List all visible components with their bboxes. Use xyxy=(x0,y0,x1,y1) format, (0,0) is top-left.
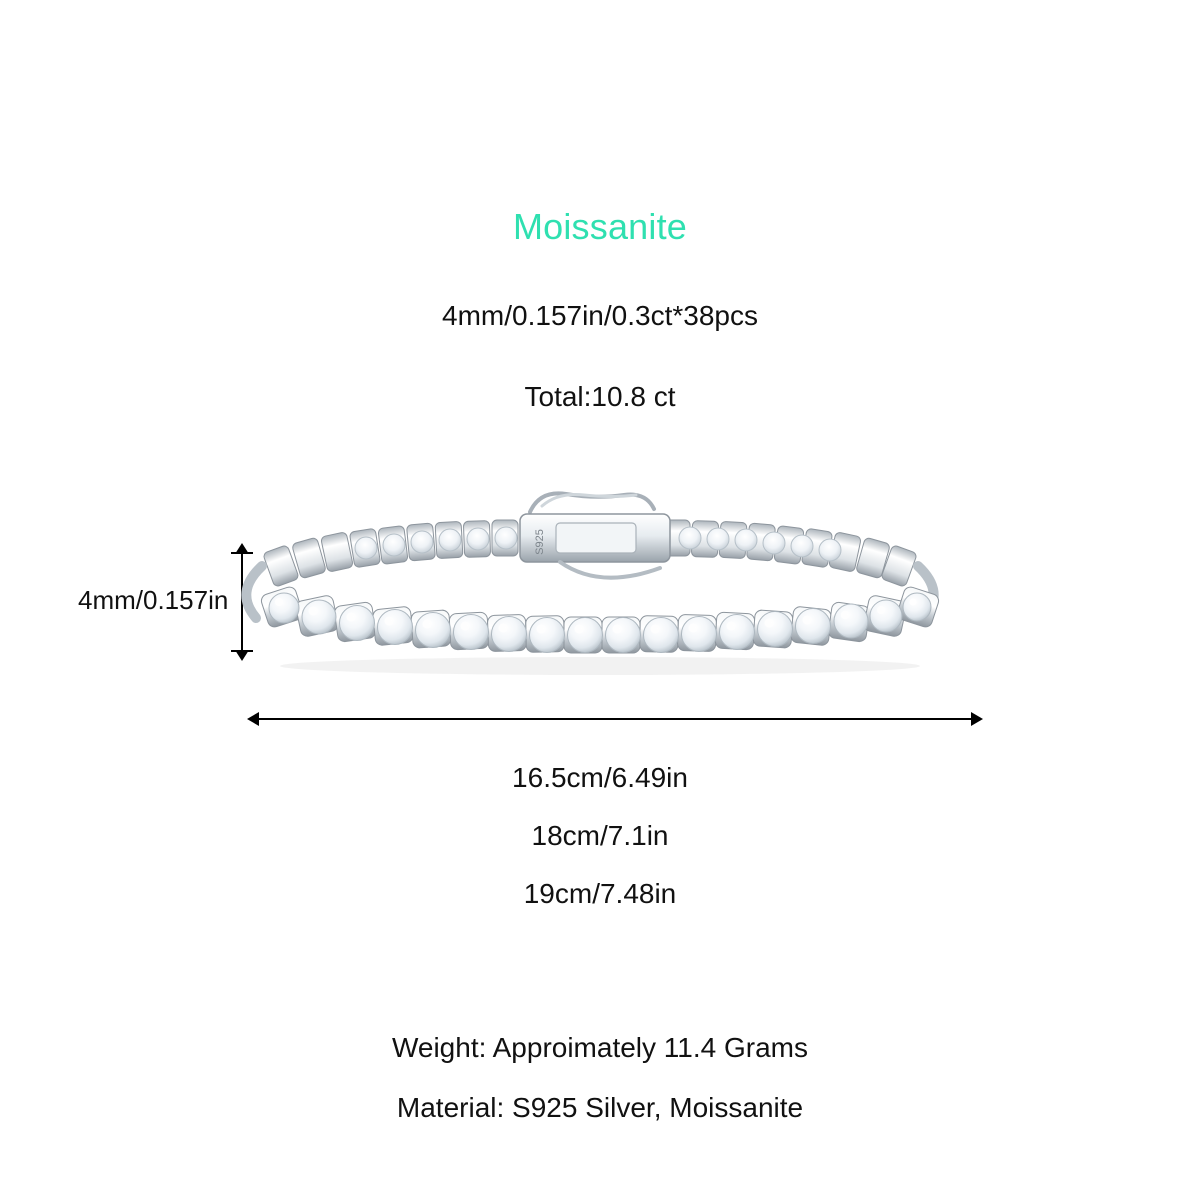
clasp-stamp: S925 xyxy=(534,529,546,555)
clasp xyxy=(520,493,670,562)
stone-spec-text: 4mm/0.157in/0.3ct*38pcs xyxy=(442,300,758,331)
material-text: Material: S925 Silver, Moissanite xyxy=(396,1092,804,1123)
bracelet-stone-row xyxy=(260,585,941,653)
bracelet-shadow xyxy=(280,657,920,675)
length-option-2: 18cm/7.1in xyxy=(531,820,669,851)
height-dimension-label: 4mm/0.157in xyxy=(78,585,229,615)
total-carat-text: Total:10.8 ct xyxy=(524,381,676,412)
clasp-latch xyxy=(560,562,660,578)
bracelet-svg xyxy=(0,470,1200,770)
length-option-1: 16.5cm/6.49in xyxy=(512,762,688,793)
length-option-3: 19cm/7.48in xyxy=(523,878,677,909)
weight-text: Weight: Approimately 11.4 Grams xyxy=(391,1032,809,1063)
bracelet-illustration xyxy=(0,470,1200,770)
length-dimension-arrow xyxy=(258,718,972,720)
page-title: Moissanite xyxy=(512,206,688,247)
